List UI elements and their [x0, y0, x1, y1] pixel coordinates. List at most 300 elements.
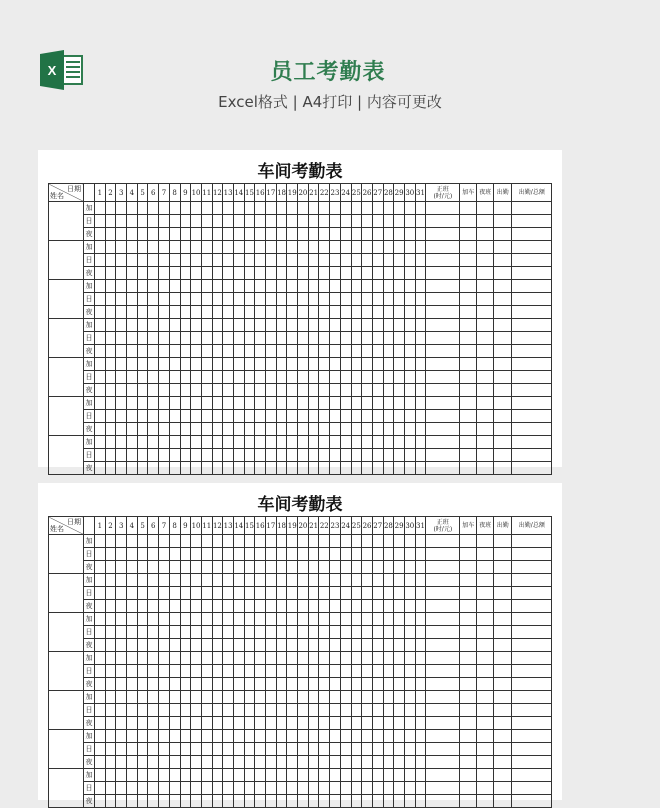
table-cell[interactable] [477, 293, 494, 306]
table-cell[interactable] [137, 319, 148, 332]
table-cell[interactable] [372, 215, 383, 228]
table-cell[interactable] [137, 306, 148, 319]
table-cell[interactable] [494, 293, 512, 306]
table-cell[interactable] [426, 639, 460, 652]
table-cell[interactable] [460, 548, 477, 561]
table-cell[interactable] [308, 795, 319, 808]
table-cell[interactable] [340, 782, 351, 795]
table-cell[interactable] [415, 613, 426, 626]
table-cell[interactable] [426, 795, 460, 808]
table-cell[interactable] [137, 756, 148, 769]
table-cell[interactable] [255, 639, 266, 652]
table-cell[interactable] [308, 332, 319, 345]
table-cell[interactable] [244, 665, 255, 678]
table-cell[interactable] [201, 371, 212, 384]
table-cell[interactable] [404, 678, 415, 691]
table-cell[interactable] [308, 215, 319, 228]
table-cell[interactable] [233, 652, 244, 665]
table-cell[interactable] [460, 561, 477, 574]
table-cell[interactable] [340, 306, 351, 319]
table-cell[interactable] [276, 600, 287, 613]
table-cell[interactable] [191, 756, 202, 769]
table-cell[interactable] [319, 730, 330, 743]
table-cell[interactable] [223, 613, 234, 626]
table-cell[interactable] [212, 423, 223, 436]
table-cell[interactable] [383, 665, 394, 678]
table-cell[interactable] [330, 280, 341, 293]
table-cell[interactable] [308, 449, 319, 462]
table-cell[interactable] [460, 410, 477, 423]
table-cell[interactable] [201, 756, 212, 769]
table-cell[interactable] [351, 306, 362, 319]
table-cell[interactable] [180, 587, 191, 600]
table-cell[interactable] [276, 319, 287, 332]
table-cell[interactable] [159, 561, 170, 574]
table-cell[interactable] [308, 228, 319, 241]
table-cell[interactable] [477, 548, 494, 561]
table-cell[interactable] [340, 717, 351, 730]
table-cell[interactable] [404, 449, 415, 462]
table-cell[interactable] [340, 704, 351, 717]
table-cell[interactable] [319, 678, 330, 691]
table-cell[interactable] [191, 639, 202, 652]
table-cell[interactable] [233, 384, 244, 397]
table-cell[interactable] [212, 228, 223, 241]
table-cell[interactable] [266, 319, 277, 332]
table-cell[interactable] [372, 730, 383, 743]
table-cell[interactable] [512, 730, 552, 743]
table-cell[interactable] [362, 254, 373, 267]
table-cell[interactable] [319, 769, 330, 782]
table-cell[interactable] [383, 613, 394, 626]
table-cell[interactable] [460, 665, 477, 678]
table-cell[interactable] [255, 678, 266, 691]
table-cell[interactable] [148, 423, 159, 436]
table-cell[interactable] [394, 254, 405, 267]
table-cell[interactable] [233, 691, 244, 704]
table-cell[interactable] [233, 462, 244, 475]
table-cell[interactable] [127, 600, 138, 613]
table-cell[interactable] [169, 743, 180, 756]
table-cell[interactable] [266, 254, 277, 267]
table-cell[interactable] [95, 436, 106, 449]
table-cell[interactable] [95, 228, 106, 241]
table-cell[interactable] [362, 535, 373, 548]
table-cell[interactable] [180, 332, 191, 345]
table-cell[interactable] [477, 704, 494, 717]
table-cell[interactable] [180, 384, 191, 397]
table-cell[interactable] [212, 371, 223, 384]
table-cell[interactable] [233, 397, 244, 410]
table-cell[interactable] [415, 228, 426, 241]
table-cell[interactable] [105, 626, 116, 639]
table-cell[interactable] [137, 782, 148, 795]
table-cell[interactable] [276, 613, 287, 626]
table-cell[interactable] [340, 254, 351, 267]
table-cell[interactable] [394, 691, 405, 704]
table-cell[interactable] [137, 267, 148, 280]
table-cell[interactable] [95, 561, 106, 574]
table-cell[interactable] [105, 345, 116, 358]
employee-name-cell[interactable] [49, 769, 84, 808]
table-cell[interactable] [244, 306, 255, 319]
table-cell[interactable] [201, 743, 212, 756]
table-cell[interactable] [127, 691, 138, 704]
table-cell[interactable] [127, 743, 138, 756]
table-cell[interactable] [308, 319, 319, 332]
table-cell[interactable] [319, 293, 330, 306]
table-cell[interactable] [287, 730, 298, 743]
table-cell[interactable] [95, 717, 106, 730]
table-cell[interactable] [191, 254, 202, 267]
table-cell[interactable] [477, 691, 494, 704]
table-cell[interactable] [159, 730, 170, 743]
table-cell[interactable] [148, 410, 159, 423]
table-cell[interactable] [137, 743, 148, 756]
table-cell[interactable] [372, 254, 383, 267]
table-cell[interactable] [244, 202, 255, 215]
table-cell[interactable] [298, 358, 309, 371]
table-cell[interactable] [127, 293, 138, 306]
table-cell[interactable] [404, 384, 415, 397]
table-cell[interactable] [394, 332, 405, 345]
table-cell[interactable] [105, 241, 116, 254]
table-cell[interactable] [298, 371, 309, 384]
table-cell[interactable] [494, 462, 512, 475]
table-cell[interactable] [148, 613, 159, 626]
table-cell[interactable] [319, 332, 330, 345]
table-cell[interactable] [460, 587, 477, 600]
table-cell[interactable] [394, 665, 405, 678]
table-cell[interactable] [298, 280, 309, 293]
table-cell[interactable] [255, 665, 266, 678]
table-cell[interactable] [340, 462, 351, 475]
table-cell[interactable] [159, 267, 170, 280]
table-cell[interactable] [191, 691, 202, 704]
table-cell[interactable] [287, 332, 298, 345]
table-cell[interactable] [201, 600, 212, 613]
table-cell[interactable] [180, 795, 191, 808]
table-cell[interactable] [233, 371, 244, 384]
table-cell[interactable] [372, 613, 383, 626]
table-cell[interactable] [201, 397, 212, 410]
table-cell[interactable] [494, 397, 512, 410]
table-cell[interactable] [351, 782, 362, 795]
table-cell[interactable] [201, 548, 212, 561]
table-cell[interactable] [233, 358, 244, 371]
table-cell[interactable] [244, 678, 255, 691]
table-cell[interactable] [169, 215, 180, 228]
table-cell[interactable] [169, 730, 180, 743]
table-cell[interactable] [266, 345, 277, 358]
table-cell[interactable] [512, 535, 552, 548]
table-cell[interactable] [351, 384, 362, 397]
table-cell[interactable] [460, 228, 477, 241]
table-cell[interactable] [372, 306, 383, 319]
table-cell[interactable] [298, 782, 309, 795]
table-cell[interactable] [201, 574, 212, 587]
table-cell[interactable] [105, 795, 116, 808]
table-cell[interactable] [512, 717, 552, 730]
table-cell[interactable] [477, 535, 494, 548]
table-cell[interactable] [148, 345, 159, 358]
table-cell[interactable] [494, 306, 512, 319]
table-cell[interactable] [127, 332, 138, 345]
table-cell[interactable] [255, 280, 266, 293]
table-cell[interactable] [512, 613, 552, 626]
table-cell[interactable] [127, 717, 138, 730]
table-cell[interactable] [298, 600, 309, 613]
table-cell[interactable] [276, 306, 287, 319]
table-cell[interactable] [212, 574, 223, 587]
table-cell[interactable] [255, 600, 266, 613]
table-cell[interactable] [383, 202, 394, 215]
table-cell[interactable] [404, 639, 415, 652]
table-cell[interactable] [330, 241, 341, 254]
table-cell[interactable] [191, 228, 202, 241]
table-cell[interactable] [116, 306, 127, 319]
table-cell[interactable] [362, 548, 373, 561]
table-cell[interactable] [308, 241, 319, 254]
table-cell[interactable] [351, 704, 362, 717]
table-cell[interactable] [233, 215, 244, 228]
table-cell[interactable] [415, 202, 426, 215]
table-cell[interactable] [512, 267, 552, 280]
table-cell[interactable] [233, 436, 244, 449]
table-cell[interactable] [212, 561, 223, 574]
table-cell[interactable] [212, 280, 223, 293]
table-cell[interactable] [276, 535, 287, 548]
table-cell[interactable] [512, 228, 552, 241]
table-cell[interactable] [351, 423, 362, 436]
table-cell[interactable] [180, 665, 191, 678]
table-cell[interactable] [362, 332, 373, 345]
table-cell[interactable] [319, 587, 330, 600]
table-cell[interactable] [340, 561, 351, 574]
table-cell[interactable] [477, 574, 494, 587]
table-cell[interactable] [266, 535, 277, 548]
table-cell[interactable] [191, 678, 202, 691]
table-cell[interactable] [340, 449, 351, 462]
table-cell[interactable] [351, 613, 362, 626]
table-cell[interactable] [255, 587, 266, 600]
table-cell[interactable] [276, 449, 287, 462]
table-cell[interactable] [95, 795, 106, 808]
table-cell[interactable] [233, 228, 244, 241]
table-cell[interactable] [212, 626, 223, 639]
table-cell[interactable] [127, 228, 138, 241]
table-cell[interactable] [127, 795, 138, 808]
table-cell[interactable] [276, 678, 287, 691]
table-cell[interactable] [394, 743, 405, 756]
table-cell[interactable] [308, 267, 319, 280]
table-cell[interactable] [191, 449, 202, 462]
table-cell[interactable] [148, 371, 159, 384]
table-cell[interactable] [255, 561, 266, 574]
table-cell[interactable] [223, 319, 234, 332]
table-cell[interactable] [266, 704, 277, 717]
table-cell[interactable] [233, 345, 244, 358]
table-cell[interactable] [494, 652, 512, 665]
table-cell[interactable] [330, 769, 341, 782]
table-cell[interactable] [191, 652, 202, 665]
table-cell[interactable] [255, 548, 266, 561]
table-cell[interactable] [266, 202, 277, 215]
table-cell[interactable] [494, 202, 512, 215]
table-cell[interactable] [494, 254, 512, 267]
table-cell[interactable] [383, 228, 394, 241]
table-cell[interactable] [244, 319, 255, 332]
table-cell[interactable] [169, 306, 180, 319]
table-cell[interactable] [340, 600, 351, 613]
table-cell[interactable] [105, 717, 116, 730]
table-cell[interactable] [512, 384, 552, 397]
table-cell[interactable] [137, 397, 148, 410]
table-cell[interactable] [148, 704, 159, 717]
table-cell[interactable] [95, 345, 106, 358]
table-cell[interactable] [191, 717, 202, 730]
table-cell[interactable] [426, 397, 460, 410]
table-cell[interactable] [351, 548, 362, 561]
table-cell[interactable] [494, 639, 512, 652]
table-cell[interactable] [340, 358, 351, 371]
table-cell[interactable] [426, 535, 460, 548]
table-cell[interactable] [266, 410, 277, 423]
table-cell[interactable] [330, 717, 341, 730]
table-cell[interactable] [276, 782, 287, 795]
table-cell[interactable] [330, 600, 341, 613]
table-cell[interactable] [512, 561, 552, 574]
table-cell[interactable] [255, 202, 266, 215]
table-cell[interactable] [477, 423, 494, 436]
table-cell[interactable] [191, 769, 202, 782]
table-cell[interactable] [340, 202, 351, 215]
table-cell[interactable] [212, 548, 223, 561]
table-cell[interactable] [116, 613, 127, 626]
table-cell[interactable] [319, 371, 330, 384]
table-cell[interactable] [512, 756, 552, 769]
table-cell[interactable] [159, 535, 170, 548]
table-cell[interactable] [233, 665, 244, 678]
table-cell[interactable] [394, 782, 405, 795]
table-cell[interactable] [319, 548, 330, 561]
table-cell[interactable] [201, 228, 212, 241]
table-cell[interactable] [116, 639, 127, 652]
table-cell[interactable] [180, 743, 191, 756]
table-cell[interactable] [148, 293, 159, 306]
table-cell[interactable] [159, 462, 170, 475]
table-cell[interactable] [233, 306, 244, 319]
table-cell[interactable] [477, 665, 494, 678]
table-cell[interactable] [276, 652, 287, 665]
table-cell[interactable] [180, 691, 191, 704]
table-cell[interactable] [415, 548, 426, 561]
table-cell[interactable] [223, 449, 234, 462]
table-cell[interactable] [394, 215, 405, 228]
table-cell[interactable] [415, 730, 426, 743]
table-cell[interactable] [426, 665, 460, 678]
table-cell[interactable] [426, 371, 460, 384]
table-cell[interactable] [340, 587, 351, 600]
table-cell[interactable] [340, 371, 351, 384]
table-cell[interactable] [362, 756, 373, 769]
table-cell[interactable] [404, 254, 415, 267]
table-cell[interactable] [169, 795, 180, 808]
table-cell[interactable] [330, 358, 341, 371]
table-cell[interactable] [404, 535, 415, 548]
table-cell[interactable] [201, 358, 212, 371]
table-cell[interactable] [340, 574, 351, 587]
table-cell[interactable] [201, 410, 212, 423]
table-cell[interactable] [223, 548, 234, 561]
table-cell[interactable] [394, 267, 405, 280]
table-cell[interactable] [351, 665, 362, 678]
table-cell[interactable] [426, 202, 460, 215]
table-cell[interactable] [415, 691, 426, 704]
table-cell[interactable] [298, 743, 309, 756]
table-cell[interactable] [308, 652, 319, 665]
table-cell[interactable] [127, 769, 138, 782]
table-cell[interactable] [298, 462, 309, 475]
table-cell[interactable] [298, 254, 309, 267]
table-cell[interactable] [287, 782, 298, 795]
table-cell[interactable] [180, 436, 191, 449]
table-cell[interactable] [276, 345, 287, 358]
table-cell[interactable] [477, 371, 494, 384]
table-cell[interactable] [477, 228, 494, 241]
table-cell[interactable] [212, 332, 223, 345]
table-cell[interactable] [105, 358, 116, 371]
table-cell[interactable] [415, 717, 426, 730]
table-cell[interactable] [201, 730, 212, 743]
table-cell[interactable] [169, 371, 180, 384]
table-cell[interactable] [298, 730, 309, 743]
table-cell[interactable] [244, 704, 255, 717]
table-cell[interactable] [404, 371, 415, 384]
table-cell[interactable] [201, 449, 212, 462]
table-cell[interactable] [137, 384, 148, 397]
table-cell[interactable] [494, 743, 512, 756]
table-cell[interactable] [319, 795, 330, 808]
table-cell[interactable] [223, 371, 234, 384]
table-cell[interactable] [477, 639, 494, 652]
table-cell[interactable] [372, 319, 383, 332]
table-cell[interactable] [201, 202, 212, 215]
table-cell[interactable] [460, 756, 477, 769]
table-cell[interactable] [105, 306, 116, 319]
table-cell[interactable] [404, 600, 415, 613]
table-cell[interactable] [159, 345, 170, 358]
table-cell[interactable] [233, 704, 244, 717]
table-cell[interactable] [404, 795, 415, 808]
table-cell[interactable] [148, 358, 159, 371]
table-cell[interactable] [191, 293, 202, 306]
table-cell[interactable] [383, 319, 394, 332]
table-cell[interactable] [116, 449, 127, 462]
table-cell[interactable] [266, 756, 277, 769]
table-cell[interactable] [201, 561, 212, 574]
table-cell[interactable] [362, 769, 373, 782]
employee-name-cell[interactable] [49, 319, 84, 358]
table-cell[interactable] [266, 384, 277, 397]
table-cell[interactable] [127, 462, 138, 475]
table-cell[interactable] [319, 561, 330, 574]
table-cell[interactable] [340, 639, 351, 652]
table-cell[interactable] [148, 795, 159, 808]
table-cell[interactable] [127, 436, 138, 449]
table-cell[interactable] [512, 306, 552, 319]
table-cell[interactable] [255, 228, 266, 241]
